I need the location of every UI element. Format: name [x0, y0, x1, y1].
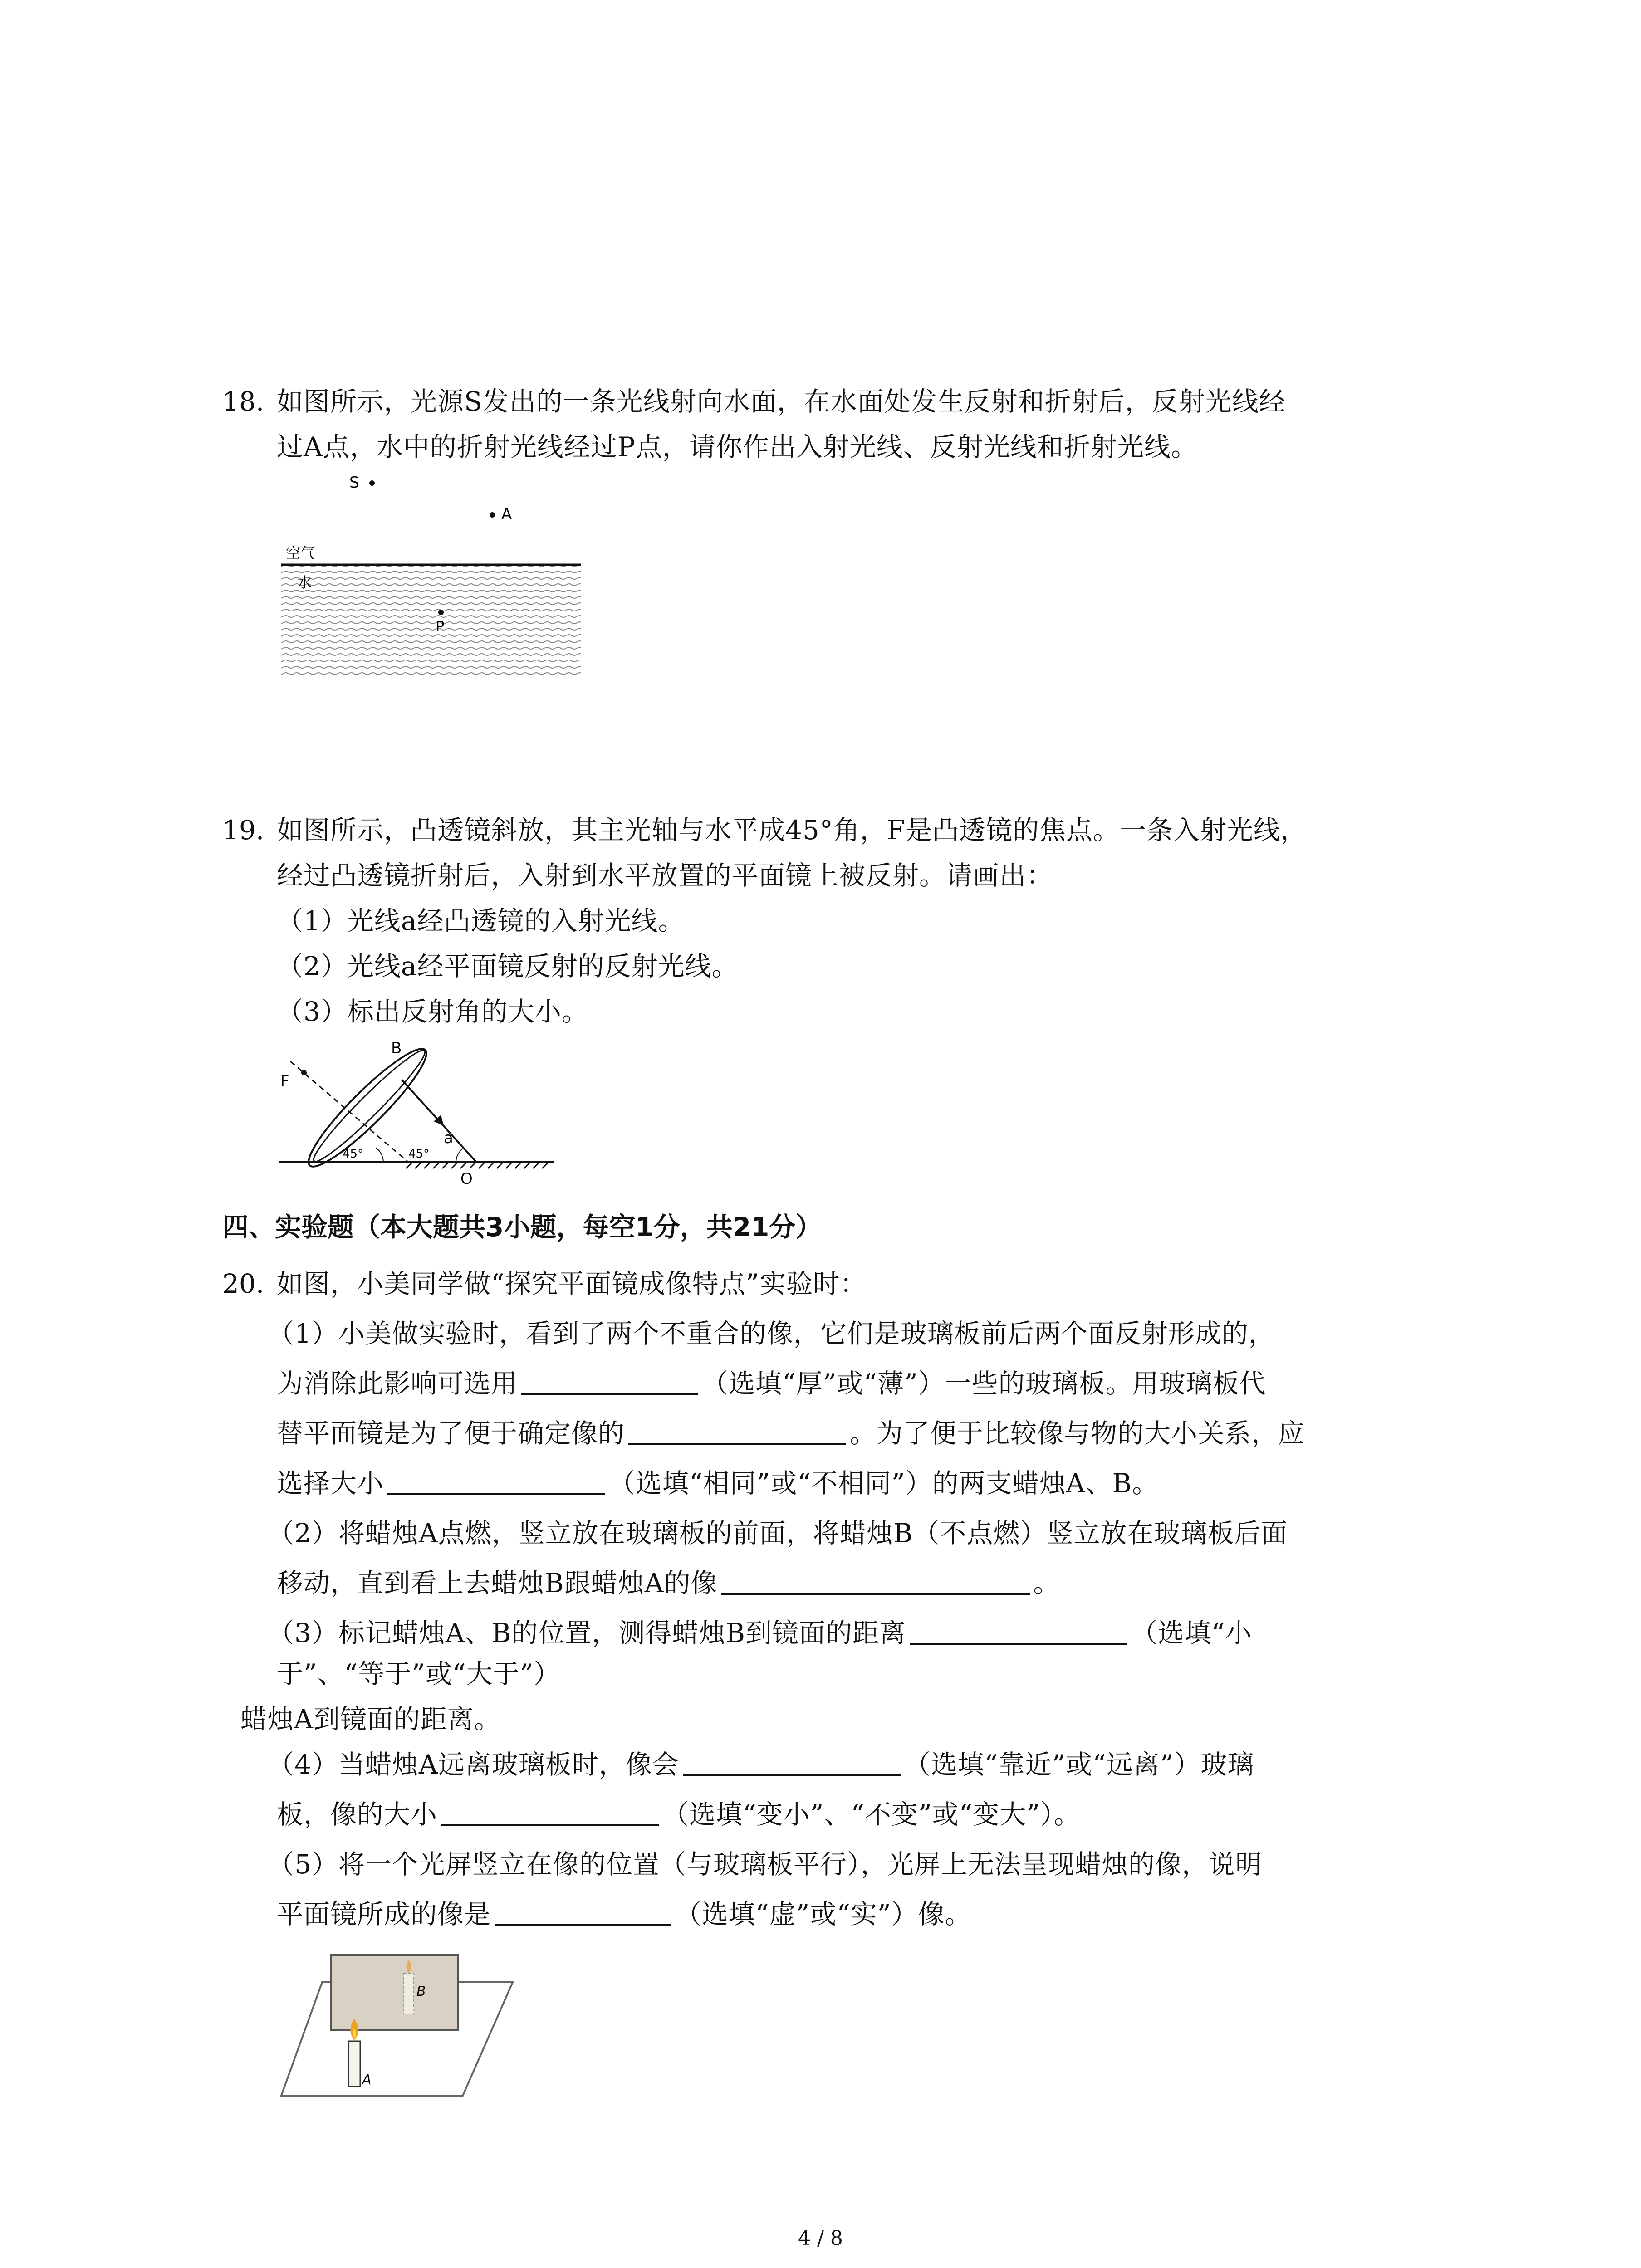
q20-p3-line1a: （3）标记蜡烛A、B的位置，测得蜡烛B到镜面的距离	[268, 1618, 906, 1648]
q19-label-o: O	[460, 1170, 473, 1188]
q20-p4-line2a: 板，像的大小	[277, 1799, 438, 1830]
q18-line1: 如图所示，光源S发出的一条光线射向水面，在水面处发生反射和折射后，反射光线经	[277, 386, 1286, 417]
q19-figure	[272, 1034, 572, 1188]
q20-candle-b	[404, 1973, 414, 2014]
q20-p4-line2b: （选填“变小”、“不变”或“变大”）。	[662, 1799, 1081, 1830]
q20-candle-a	[348, 2041, 360, 2087]
q19-angle-arc-1	[376, 1148, 383, 1162]
q20-p1-line2b: （选填“厚”或“薄”）一些的玻璃板。用玻璃板代	[702, 1368, 1266, 1399]
q20-p1-line2	[277, 1365, 1266, 1402]
q20-p5-line2b: （选填“虚”或“实”）像。	[675, 1899, 972, 1930]
q20-blank-5[interactable]	[910, 1616, 1127, 1645]
q20-p5-line2	[277, 1896, 972, 1932]
q20-blank-4[interactable]	[721, 1566, 1030, 1595]
q20-p2-line1: （2）将蜡烛A点燃，竖立放在玻璃板的前面，将蜡烛B（不点燃）竖立放在玻璃板后面	[268, 1518, 1288, 1549]
q20-p3-line1b: （选填“小	[1131, 1618, 1252, 1648]
q18-label-water: 水	[297, 574, 312, 591]
q20-number: 20.	[222, 1268, 265, 1299]
q20-blank-1[interactable]	[521, 1366, 698, 1395]
q20-blank-2[interactable]	[628, 1416, 846, 1445]
q20-figure	[272, 1946, 526, 2100]
q19-focus-point	[301, 1070, 307, 1075]
q20-intro: 如图，小美同学做“探究平面镜成像特点”实验时：	[277, 1268, 867, 1299]
q20-glass-plate	[331, 1955, 458, 2030]
q20-p5-line2a: 平面镜所成的像是	[277, 1899, 491, 1930]
q18-label-p: P	[436, 618, 445, 635]
q20-p2-line2b: 。	[1033, 1568, 1060, 1598]
q18-label-a: A	[501, 505, 512, 523]
q20-p4-line1a: （4）当蜡烛A远离玻璃板时，像会	[268, 1749, 679, 1780]
section4-title: 四、实验题（本大题共3小题，每空1分，共21分）	[222, 1212, 822, 1242]
q18-number: 18.	[222, 386, 265, 417]
q20-p1-line2a: 为消除此影响可选用	[277, 1368, 518, 1399]
q19-sub3: （3）标出反射角的大小。	[277, 996, 588, 1027]
q20-p5-line1: （5）将一个光屏竖立在像的位置（与玻璃板平行），光屏上无法呈现蜡烛的像，说明	[268, 1849, 1262, 1880]
q20-p1-line4a: 选择大小	[277, 1468, 384, 1499]
q19-sub1: （1）光线a经凸透镜的入射光线。	[277, 905, 685, 936]
q19-label-f: F	[280, 1072, 289, 1090]
q20-p1-line1: （1）小美做实验时，看到了两个不重合的像，它们是玻璃板前后两个面反射形成的，	[268, 1318, 1275, 1349]
q19-label-ray-a: a	[444, 1129, 453, 1147]
q20-p3-line1	[268, 1615, 1252, 1651]
q18-water-region	[281, 566, 581, 679]
q20-blank-7[interactable]	[441, 1797, 659, 1826]
q20-p1-line3	[277, 1415, 1305, 1452]
q20-p1-line4	[277, 1465, 1159, 1501]
q20-label-b: B	[416, 1984, 426, 1999]
page-number: 4 / 8	[798, 2227, 843, 2250]
q18-point-p	[438, 610, 444, 615]
q19-angle-arc-2	[456, 1149, 463, 1162]
q20-p4-line1	[268, 1746, 1254, 1783]
q19-mirror-hatch	[406, 1163, 548, 1168]
q20-p1-line3b: 。为了便于比较像与物的大小关系，应	[850, 1418, 1305, 1449]
q19-sub2: （2）光线a经平面镜反射的反射光线。	[277, 951, 739, 982]
q20-p2-line2	[277, 1565, 1060, 1601]
q20-p1-line4b: （选填“相同”或“不相同”）的两支蜡烛A、B。	[609, 1468, 1159, 1499]
q20-blank-8[interactable]	[495, 1897, 671, 1926]
q20-label-a: A	[362, 2072, 372, 2088]
q18-label-s: S	[349, 474, 359, 492]
q20-p4-line2	[277, 1796, 1081, 1833]
q18-point-a	[490, 512, 495, 518]
q18-point-s	[369, 480, 375, 486]
q18-label-air: 空气	[286, 544, 315, 562]
q20-blank-3[interactable]	[387, 1466, 605, 1495]
q20-p1-line3a: 替平面镜是为了便于确定像的	[277, 1418, 625, 1449]
q19-line2: 经过凸透镜折射后，入射到水平放置的平面镜上被反射。请画出：	[277, 860, 1053, 891]
q20-p2-line2a: 移动，直到看上去蜡烛B跟蜡烛A的像	[277, 1568, 718, 1598]
q20-p4-line1b: （选填“靠近”或“远离”）玻璃	[904, 1749, 1254, 1780]
q19-label-angle1: 45°	[343, 1147, 364, 1161]
q19-label-angle2: 45°	[408, 1147, 430, 1161]
q18-line2: 过A点，水中的折射光线经过P点，请你作出入射光线、反射光线和折射光线。	[277, 431, 1198, 462]
q19-number: 19.	[222, 815, 265, 846]
q20-p3-line3: 蜡烛A到镜面的距离。	[240, 1704, 501, 1735]
q20-blank-6[interactable]	[683, 1747, 901, 1776]
q19-line1: 如图所示，凸透镜斜放，其主光轴与水平成45°角，F是凸透镜的焦点。一条入射光线，	[277, 815, 1308, 846]
q18-figure	[272, 467, 590, 685]
q20-p3-line2: 于”、“等于”或“大于”）	[277, 1658, 561, 1689]
q19-label-b: B	[391, 1039, 402, 1057]
